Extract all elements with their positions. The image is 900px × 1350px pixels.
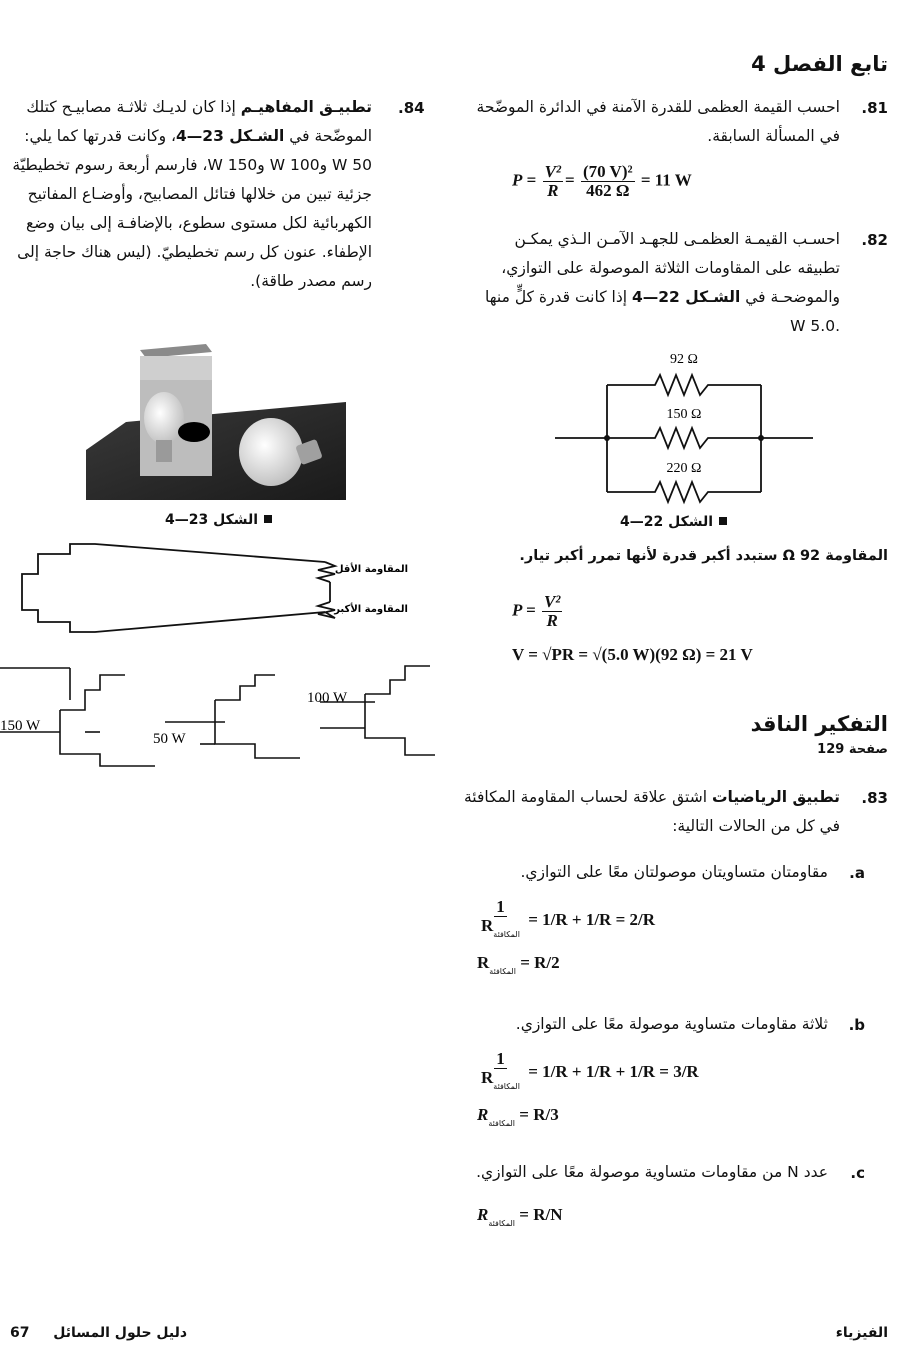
label-100w: 100 W xyxy=(307,690,348,706)
footer-right: الفيزياء xyxy=(835,1325,888,1341)
section-page-ref: صفحة 129 xyxy=(817,742,888,757)
question-82-equation-2: V = √PR = √(5.0 W)(92 Ω) = 21 V xyxy=(512,645,753,664)
question-83-number: .83 xyxy=(861,789,888,807)
part-c-text: عدد N من مقاومات متساوية موصولة معًا على التوازي. xyxy=(476,1163,828,1181)
label-50w: 50 W xyxy=(153,731,186,747)
question-83-line1: تطبيق الرياضيات اشتق علاقة لحساب المقاومة المكافئة xyxy=(463,788,840,806)
question-82-equation-1: P = $\frac{\text{V²}}{R}$ xyxy=(512,592,561,630)
question-84-line3: 50 W و100 W و150 W، فارسم أربعة رسوم تخطيطيّة xyxy=(12,156,372,174)
question-84-line5: الكهربائية لكل مستوى سطوع، بالإضافـة إلى بيان وضع xyxy=(25,214,372,232)
question-83-text xyxy=(440,783,840,841)
question-84-line4: جزئية تبين من خلالها فتائل المصابيح، وأوضـاع المفاتيح xyxy=(27,185,372,203)
question-84-line2: الموضّحة في الشـكل 23—4، وكانت قدرتها كما يلي: xyxy=(24,127,372,145)
part-b-equation-2: $R_{المكافئة} = R/3$ xyxy=(477,1105,559,1128)
question-82-line4: .5.0 W xyxy=(790,317,840,335)
high-resistance-label: المقاومة الأكبر xyxy=(334,604,408,615)
resistor-label-220: 220 Ω xyxy=(666,461,702,476)
question-82-number: .82 xyxy=(861,231,888,249)
question-82-text xyxy=(440,225,840,341)
part-b-text: ثلاثة مقاومات متساوية موصولة معًا على التوازي. xyxy=(515,1015,828,1033)
question-81-text xyxy=(450,93,840,151)
section-title-critical-thinking: التفكير الناقد xyxy=(750,712,888,736)
question-84-line6: الإطفاء. عنون كل رسم تخطيطيّ. (ليس هناك حاجة إلى xyxy=(17,243,372,261)
part-c-label: .c xyxy=(850,1164,865,1182)
resistor-label-92: 92 Ω xyxy=(670,352,698,367)
bulb-filament-diagram xyxy=(0,540,420,640)
question-81-equation: P = $\frac{\text{V²}}{R}$ = $\frac{\text{(70 V)²}}{462 \Omega}$ = 11 W xyxy=(512,162,692,200)
question-81-number: .81 xyxy=(861,99,888,117)
question-81-line1: احسب القيمة العظمى للقدرة الآمنة في الدائرة الموضّحة xyxy=(476,98,840,116)
question-84-line1: تطبيـق المفاهيـم إذا كان لديـك ثلاثـة مصابيـح كتلك xyxy=(26,98,372,116)
caption-bullet-icon xyxy=(719,517,727,525)
chapter-header: تابع الفصل 4 xyxy=(751,52,888,76)
light-bulbs-photo xyxy=(86,340,346,500)
question-82-line1: احسـب القيمـة العظمـى للجهـد الآمـن الـذي يمكـن xyxy=(514,230,840,248)
low-resistance-label: المقاومة الأقل xyxy=(334,564,408,575)
question-84-text xyxy=(2,93,372,296)
question-82-line2: تطبيقه على المقاومات الثلاثة الموصولة على التوازي، xyxy=(501,259,840,277)
question-84-line7: رسم مصدر طاقة). xyxy=(250,272,372,290)
part-a-equation-1: $\frac{1}{R_{المكافئة}}$ = 1/R + 1/R = 2/R xyxy=(481,897,656,939)
part-c-equation: $R_{المكافئة} = R/N$ xyxy=(477,1205,563,1228)
part-b-equation-1: $\frac{1}{R_{المكافئة}}$ = 1/R + 1/R + 1/R = 3/R xyxy=(481,1049,699,1091)
label-150w: 150 W xyxy=(0,718,41,734)
resistor-label-150: 150 Ω xyxy=(666,407,702,422)
caption-bullet-icon xyxy=(264,515,272,523)
part-a-label: .a xyxy=(849,864,865,882)
switch-positions-diagram xyxy=(0,660,440,775)
figure-22-4-caption: الشكل 22—4 xyxy=(620,514,733,530)
question-84-number: .84 xyxy=(398,99,425,117)
question-82-answer: المقاومة Ω 92 ستبدد أكبر قدرة لأنها تمرر أكبر تيار. xyxy=(519,548,888,564)
part-b-label: .b xyxy=(848,1016,865,1034)
part-a-text: مقاومتان متساويتان موصولتان معًا على التوازي. xyxy=(520,863,828,881)
figure-23-4-caption: الشكل 23—4 xyxy=(165,512,278,528)
footer-book-title: دليل حلول المسائل xyxy=(53,1325,188,1341)
page-number: 67 xyxy=(10,1325,30,1341)
footer-left xyxy=(10,1325,187,1341)
question-83-line2: في كل من الحالات التالية: xyxy=(672,817,840,835)
parallel-circuit-diagram xyxy=(550,345,820,525)
question-81-line2: في المسألة السابقة. xyxy=(707,127,840,145)
question-82-line3: والموضحـة في الشـكل 22—4 إذا كانت قدرة كلٍّ منها xyxy=(485,288,840,306)
part-a-equation-2: $R_{المكافئة} = R/2$ xyxy=(477,953,560,976)
